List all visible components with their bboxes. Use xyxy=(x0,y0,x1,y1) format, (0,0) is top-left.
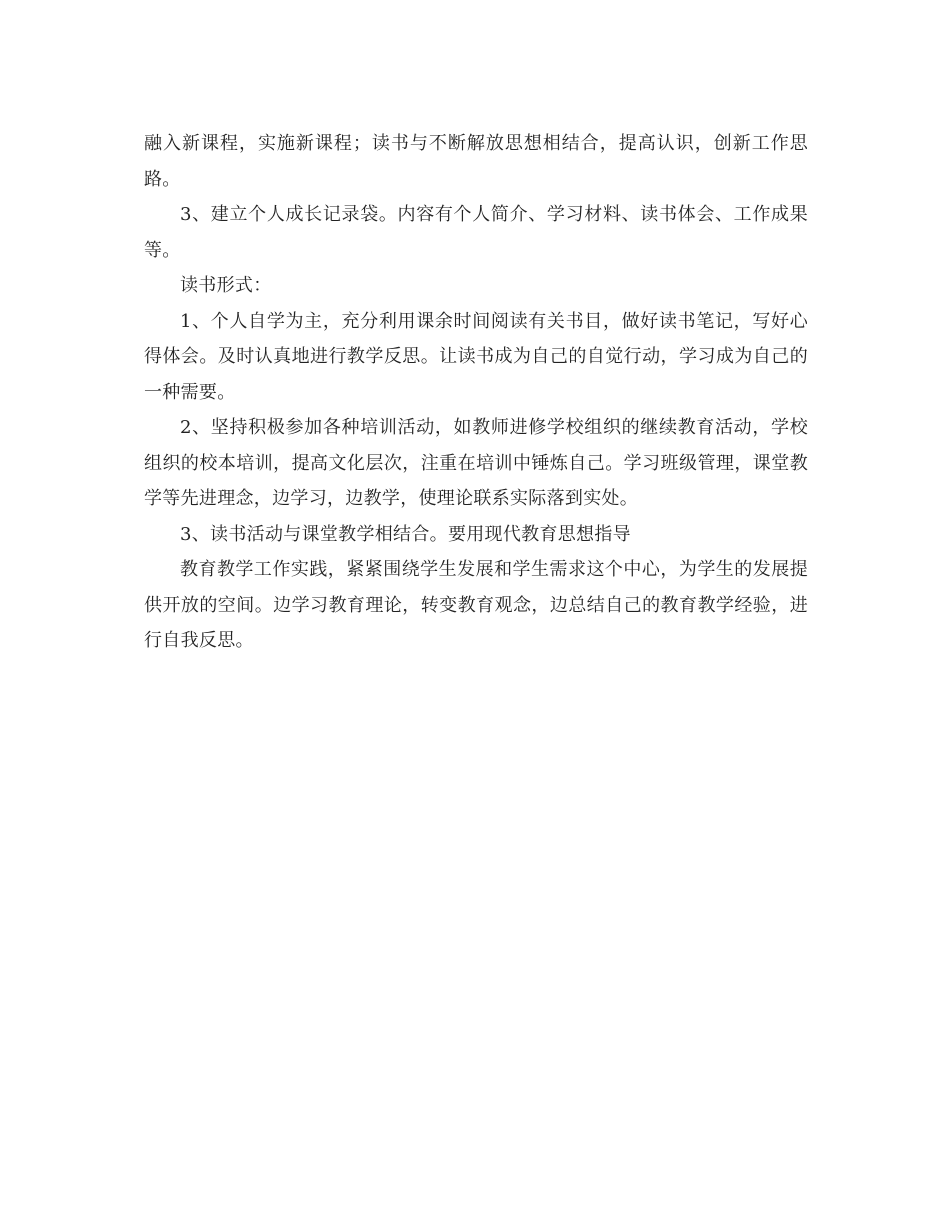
paragraph-training: 2、坚持积极参加各种培训活动，如教师进修学校组织的继续教育活动，学校组织的校本培训，提高文化层次，注重在培训中锤炼自己。学习班级管理，课堂教学等先进理念，边学习，边教学，使理论联系实际落到实处。 xyxy=(144,417,808,509)
paragraph-self-study: 1、个人自学为主，充分利用课余时间阅读有关书目，做好读书笔记，写好心得体会。及时认真地进行教学反思。让读书成为自己的自觉行动，学习成为自己的一种需要。 xyxy=(144,310,808,403)
paragraph-teaching-practice: 教育教学工作实践，紧紧围绕学生发展和学生需求这个中心，为学生的发展提供开放的空间。边学习教育理论，转变教育观念，边总结自己的教育教学经验，进行自我反思。 xyxy=(144,559,808,651)
paragraph-classroom-integration: 3、读书活动与课堂教学相结合。要用现代教育思想指导 xyxy=(180,523,631,545)
section-heading-reading-form: 读书形式： xyxy=(180,275,272,296)
paragraph-growth-portfolio: 3、建立个人成长记录袋。内容有个人简介、学习材料、读书体会、工作成果等。 xyxy=(144,204,808,261)
paragraph-continuation: 融入新课程，实施新课程；读书与不断解放思想相结合，提高认识，创新工作思路。 xyxy=(144,133,808,190)
document-body xyxy=(144,126,808,659)
